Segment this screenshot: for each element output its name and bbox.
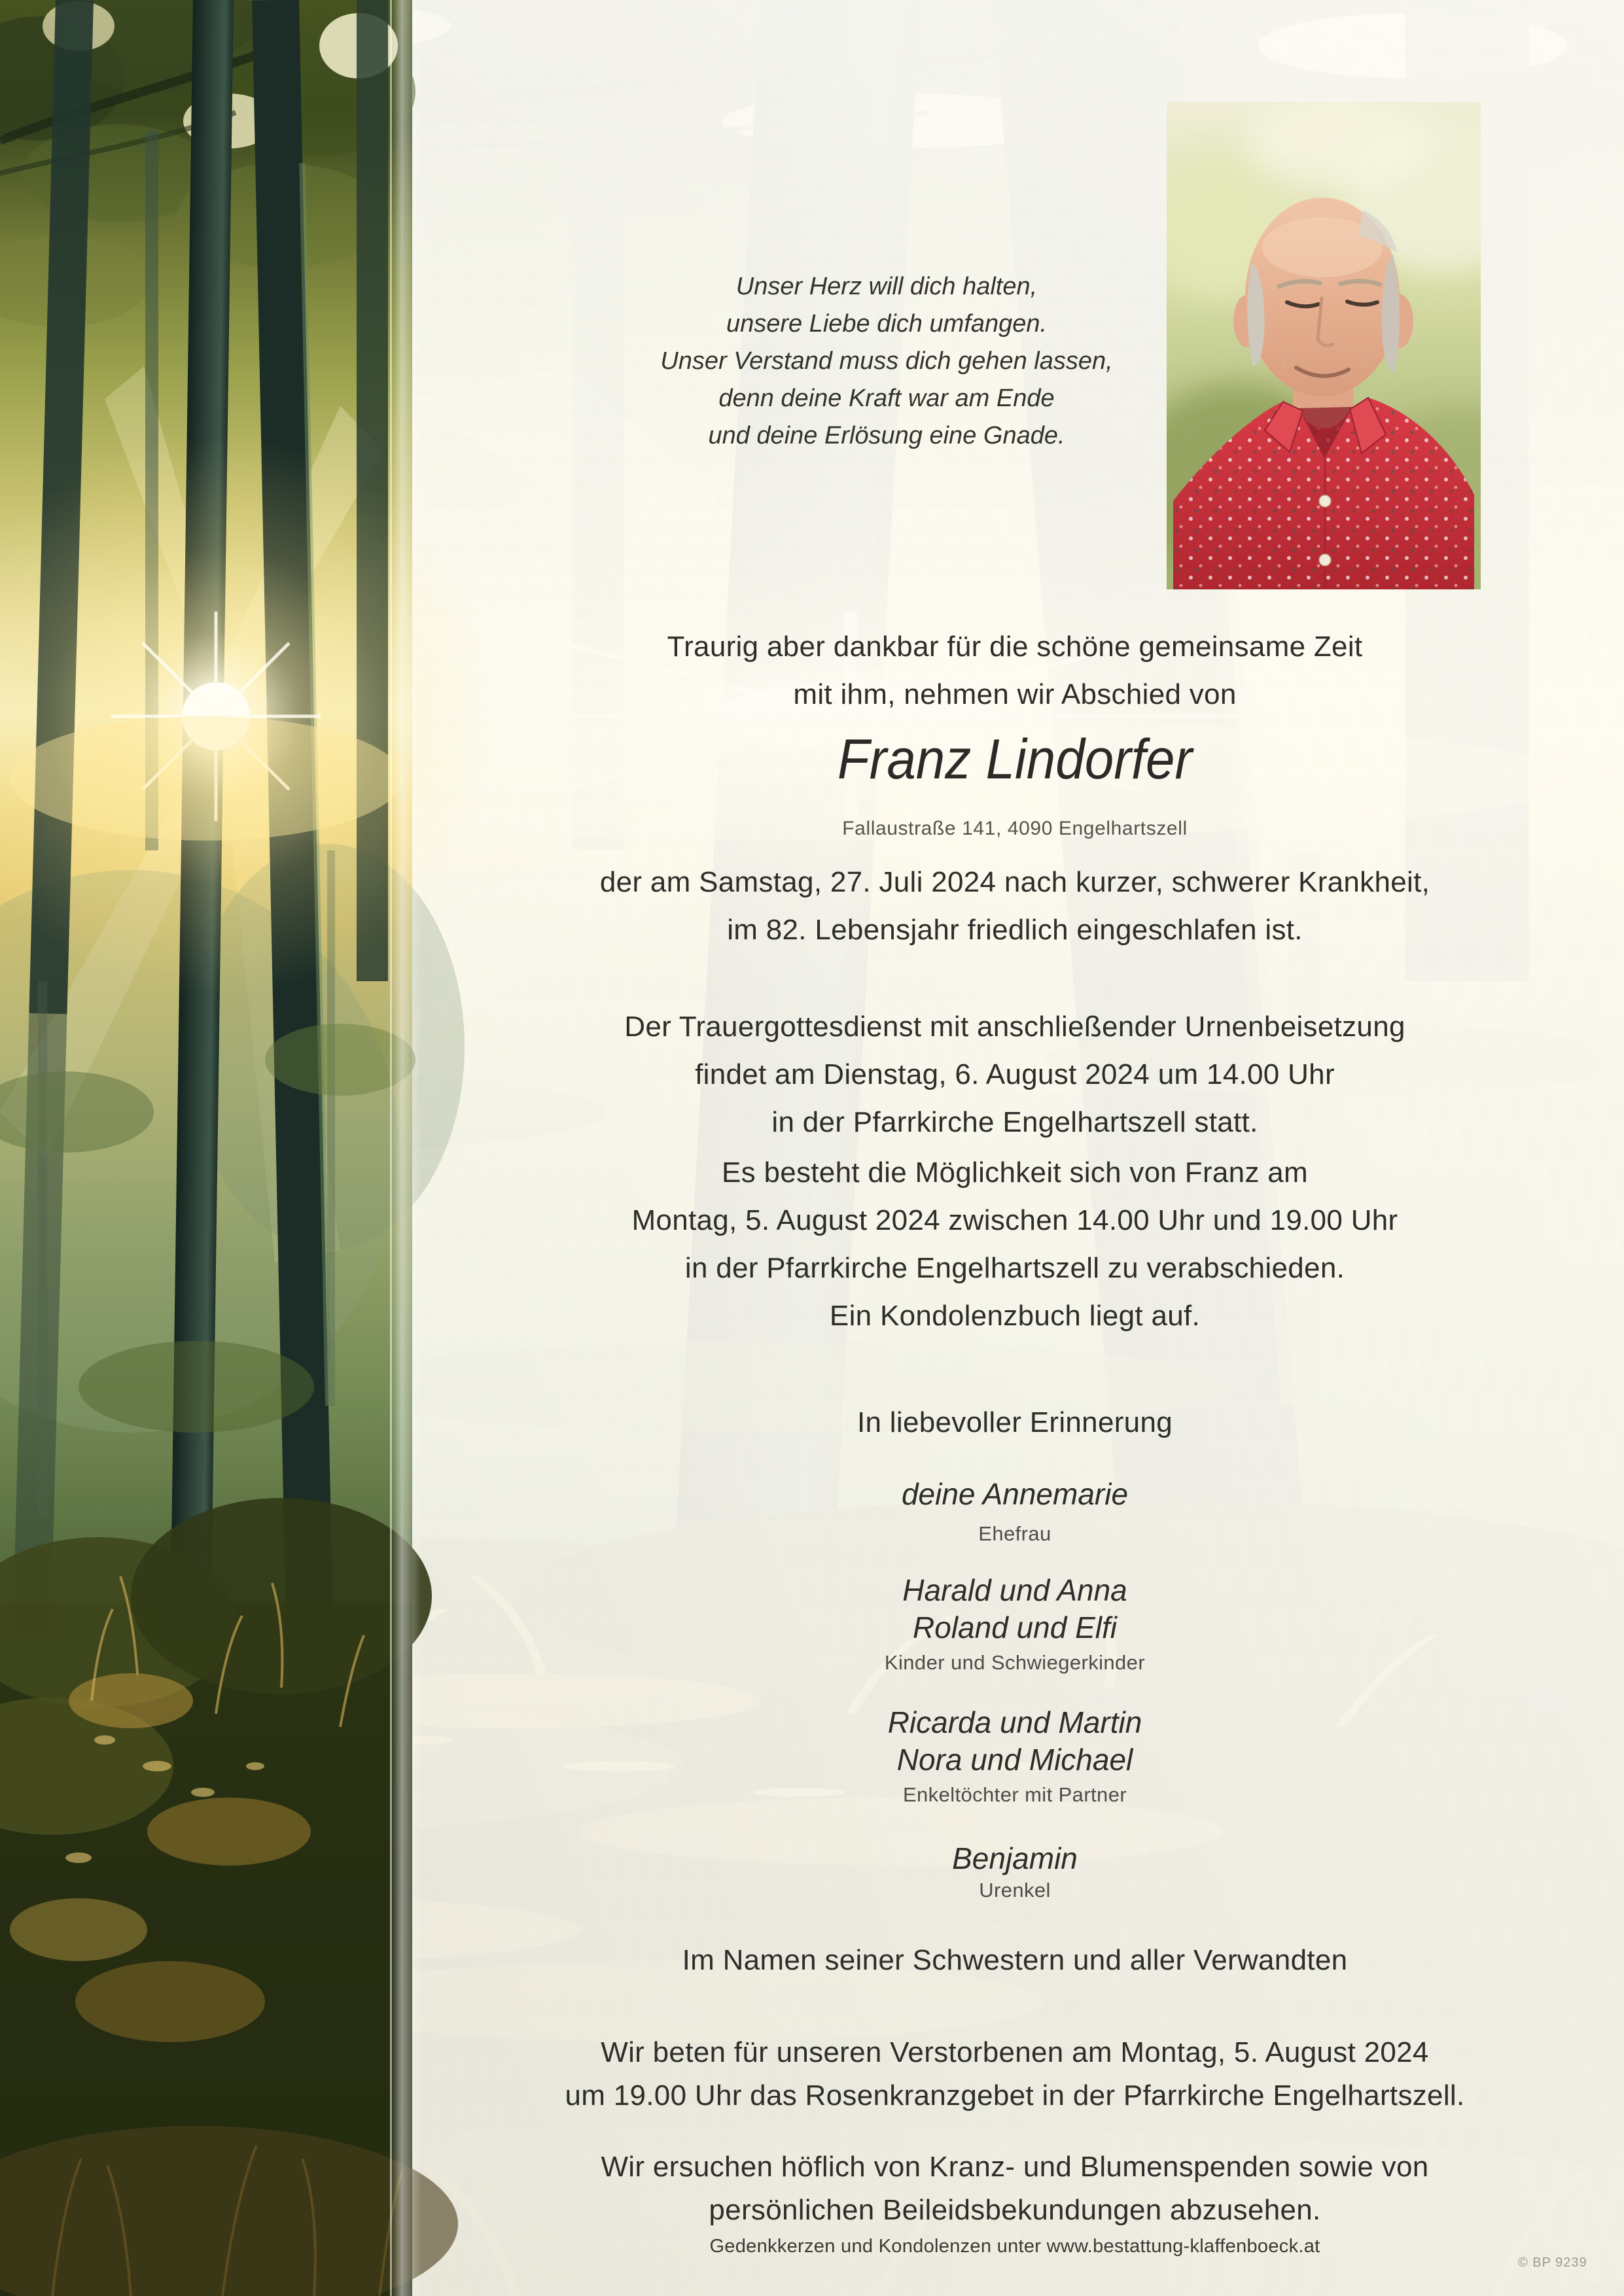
mourner-relation: Urenkel (979, 1879, 1051, 1902)
poem-line: denn deine Kraft war am Ende (718, 385, 1055, 412)
poem (419, 268, 1354, 455)
deceased-name-block (406, 727, 1624, 792)
passing-line: der am Samstag, 27. Juli 2024 nach kurzer, schwerer Krankheit, (599, 866, 1430, 898)
deceased-address: Fallaustraße 141, 4090 Engelhartszell (842, 818, 1188, 839)
mourner-relation-children (406, 1651, 1624, 1675)
prayer-line: Wir beten für unseren Verstorbenen am Montag, 5. August 2024 (601, 2036, 1429, 2068)
mourner-names: Harald und Anna (902, 1573, 1127, 1607)
donation-line: persönlichen Beileidsbekundungen abzusehen. (709, 2194, 1321, 2226)
mourner-relation-grandchildren (406, 1783, 1624, 1807)
mourner-names: Roland und Elfi (913, 1610, 1117, 1644)
poem-line: Unser Herz will dich halten, (735, 273, 1038, 300)
mourner-group-wife (406, 1476, 1624, 1513)
prayer-text (406, 2031, 1624, 2117)
farewell-line: in der Pfarrkirche Engelhartszell zu verabschieden. (684, 1252, 1345, 1284)
service-text (406, 1003, 1624, 1146)
farewell-line: Ein Kondolenzbuch liegt auf. (829, 1300, 1201, 1332)
donation-text (406, 2146, 1624, 2232)
farewell-line: Es besteht die Möglichkeit sich von Franz am (721, 1157, 1309, 1189)
mourner-relation: Enkeltöchter mit Partner (902, 1783, 1127, 1806)
mourner-names: deine Annemarie (901, 1477, 1129, 1511)
intro-line: mit ihm, nehmen wir Abschied von (793, 678, 1237, 710)
mourner-relation-greatgrandchild (406, 1879, 1624, 1902)
prayer-line: um 19.00 Uhr das Rosenkranzgebet in der Pfarrkirche Engelhartszell. (565, 2079, 1465, 2112)
remembrance-closing: Im Namen seiner Schwestern und aller Verwandten (682, 1944, 1348, 1976)
print-credit: © BP 9239 (1518, 2255, 1587, 2270)
mourner-relation: Kinder und Schwiegerkinder (884, 1651, 1146, 1674)
mourner-names: Benjamin (952, 1841, 1078, 1875)
poem-line: und deine Erlösung eine Gnade. (708, 422, 1065, 449)
passing-line: im 82. Lebensjahr friedlich eingeschlafen ist. (727, 914, 1303, 946)
service-line: Der Trauergottesdienst mit anschließender Urnenbeisetzung (624, 1011, 1405, 1043)
passing-text (406, 858, 1624, 954)
intro-line: Traurig aber dankbar für die schöne gemeinsame Zeit (667, 631, 1363, 663)
intro-text (406, 623, 1624, 718)
mourner-relation-wife (406, 1522, 1624, 1546)
poem-line: unsere Liebe dich umfangen. (726, 310, 1048, 338)
farewell-line: Montag, 5. August 2024 zwischen 14.00 Uhr und 19.00 Uhr (631, 1204, 1398, 1236)
farewell-text (406, 1149, 1624, 1340)
donation-line: Wir ersuchen höflich von Kranz- und Blumenspenden sowie von (601, 2151, 1429, 2183)
deceased-address-block (406, 818, 1624, 840)
service-line: findet am Dienstag, 6. August 2024 um 14.00 Uhr (695, 1058, 1335, 1090)
remembrance-title: In liebevoller Erinnerung (856, 1406, 1173, 1438)
mourner-names: Ricarda und Martin (887, 1705, 1142, 1739)
mourner-group-grandchildren (406, 1704, 1624, 1779)
poem-line: Unser Verstand muss dich gehen lassen, (660, 347, 1113, 375)
deceased-name: Franz Lindorfer (837, 728, 1193, 791)
condolence-note: Gedenkkerzen und Kondolenzen unter www.bestattung-klaffenboeck.at (709, 2236, 1320, 2257)
service-line: in der Pfarrkirche Engelhartszell statt. (771, 1106, 1258, 1138)
mourner-group-greatgrandchild (406, 1840, 1624, 1877)
mourner-relation: Ehefrau (978, 1522, 1051, 1545)
mourner-names: Nora und Michael (896, 1743, 1133, 1777)
mourner-group-children (406, 1572, 1624, 1646)
